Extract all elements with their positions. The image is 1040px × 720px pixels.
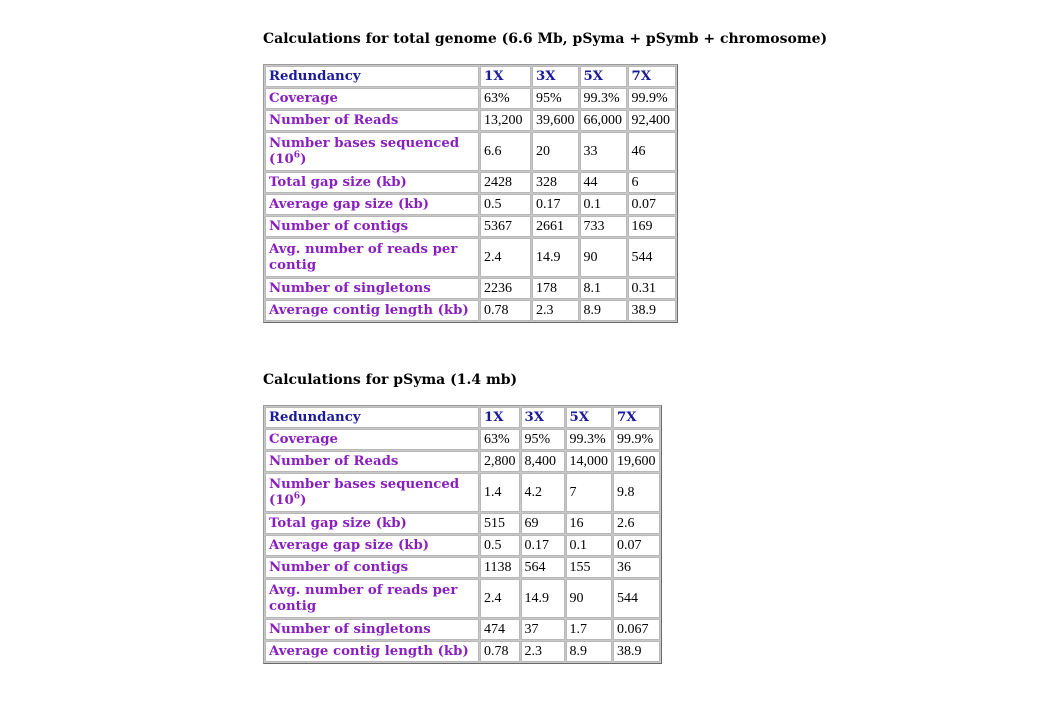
cell-value: 19,600 — [613, 451, 660, 472]
section-title-psyma: Calculations for pSyma (1.4 mb) — [263, 372, 518, 388]
cell-value: 90 — [580, 238, 627, 277]
table-header-row — [265, 66, 676, 87]
header-5x: 5X — [566, 407, 613, 428]
cell-value: 0.78 — [480, 300, 531, 321]
table-row — [265, 194, 676, 215]
cell-value: 0.1 — [566, 535, 613, 556]
cell-value: 5367 — [480, 216, 531, 237]
table-row — [265, 278, 676, 299]
row-label: Avg. number of reads per contig — [265, 579, 479, 618]
cell-value: 1.7 — [566, 619, 613, 640]
row-label: Average contig length (kb) — [265, 641, 479, 662]
cell-value: 8.9 — [566, 641, 613, 662]
cell-value: 13,200 — [480, 110, 531, 131]
section-title-total-genome: Calculations for total genome (6.6 Mb, pSyma + pSymb + chromosome) — [263, 31, 828, 47]
cell-value: 9.8 — [613, 473, 660, 512]
cell-value: 99.9% — [628, 88, 676, 109]
cell-value: 99.3% — [580, 88, 627, 109]
header-redundancy: Redundancy — [265, 66, 479, 87]
header-3x: 3X — [532, 66, 579, 87]
cell-value: 0.17 — [532, 194, 579, 215]
row-label: Number of Reads — [265, 110, 479, 131]
cell-value: 99.3% — [566, 429, 613, 450]
cell-value: 37 — [521, 619, 565, 640]
table-row — [265, 300, 676, 321]
cell-value: 0.1 — [580, 194, 627, 215]
cell-value: 328 — [532, 172, 579, 193]
table-header-row — [265, 407, 660, 428]
row-label: Coverage — [265, 88, 479, 109]
cell-value: 95% — [532, 88, 579, 109]
row-label: Number of singletons — [265, 278, 479, 299]
table-row — [265, 238, 676, 277]
table-row — [265, 473, 660, 512]
cell-value: 14.9 — [521, 579, 565, 618]
cell-value: 36 — [613, 557, 660, 578]
table-row — [265, 619, 660, 640]
cell-value: 46 — [628, 132, 676, 171]
cell-value: 2.4 — [480, 238, 531, 277]
cell-value: 2428 — [480, 172, 531, 193]
cell-value: 99.9% — [613, 429, 660, 450]
row-label-close: ) — [300, 493, 307, 508]
header-7x: 7X — [613, 407, 660, 428]
cell-value: 8,400 — [521, 451, 565, 472]
row-label: Avg. number of reads per contig — [265, 238, 479, 277]
cell-value: 6.6 — [480, 132, 531, 171]
cell-value: 7 — [566, 473, 613, 512]
row-label: Number of contigs — [265, 216, 479, 237]
cell-value: 39,600 — [532, 110, 579, 131]
row-label: Number of contigs — [265, 557, 479, 578]
cell-value: 63% — [480, 88, 531, 109]
row-label: Average gap size (kb) — [265, 535, 479, 556]
psyma-table — [263, 405, 662, 664]
row-label-superscript: 6 — [293, 150, 301, 161]
cell-value: 0.07 — [613, 535, 660, 556]
table-row — [265, 513, 660, 534]
cell-value: 69 — [521, 513, 565, 534]
cell-value: 2661 — [532, 216, 579, 237]
cell-value: 544 — [628, 238, 676, 277]
cell-value: 0.5 — [480, 535, 520, 556]
header-5x: 5X — [580, 66, 627, 87]
cell-value: 33 — [580, 132, 627, 171]
row-label: Coverage — [265, 429, 479, 450]
table-row — [265, 535, 660, 556]
cell-value: 38.9 — [628, 300, 676, 321]
table-row — [265, 451, 660, 472]
row-label: Total gap size (kb) — [265, 172, 479, 193]
table-row — [265, 641, 660, 662]
header-1x: 1X — [480, 407, 520, 428]
cell-value: 2.4 — [480, 579, 520, 618]
cell-value: 0.07 — [628, 194, 676, 215]
cell-value: 92,400 — [628, 110, 676, 131]
header-7x: 7X — [628, 66, 676, 87]
header-redundancy: Redundancy — [265, 407, 479, 428]
cell-value: 1138 — [480, 557, 520, 578]
table-row — [265, 557, 660, 578]
table-row — [265, 110, 676, 131]
cell-value: 4.2 — [521, 473, 565, 512]
cell-value: 8.1 — [580, 278, 627, 299]
row-label: Average gap size (kb) — [265, 194, 479, 215]
row-label: Average contig length (kb) — [265, 300, 479, 321]
header-3x: 3X — [521, 407, 565, 428]
cell-value: 14.9 — [532, 238, 579, 277]
cell-value: 515 — [480, 513, 520, 534]
cell-value: 544 — [613, 579, 660, 618]
cell-value: 0.78 — [480, 641, 520, 662]
row-label-text: Number bases sequenced (10 — [269, 477, 460, 508]
cell-value: 2236 — [480, 278, 531, 299]
row-label: Number of Reads — [265, 451, 479, 472]
row-label: Number of singletons — [265, 619, 479, 640]
total-genome-table — [263, 64, 678, 323]
cell-value: 564 — [521, 557, 565, 578]
cell-value: 16 — [566, 513, 613, 534]
table-row — [265, 88, 676, 109]
row-label-text: Number bases sequenced (10 — [269, 136, 460, 167]
row-label: Total gap size (kb) — [265, 513, 479, 534]
cell-value: 90 — [566, 579, 613, 618]
table-row — [265, 579, 660, 618]
header-1x: 1X — [480, 66, 531, 87]
table-row — [265, 172, 676, 193]
row-label — [265, 132, 479, 171]
cell-value: 2.3 — [532, 300, 579, 321]
cell-value: 63% — [480, 429, 520, 450]
cell-value: 733 — [580, 216, 627, 237]
cell-value: 6 — [628, 172, 676, 193]
cell-value: 44 — [580, 172, 627, 193]
cell-value: 169 — [628, 216, 676, 237]
cell-value: 0.067 — [613, 619, 660, 640]
row-label — [265, 473, 479, 512]
table-row — [265, 216, 676, 237]
cell-value: 66,000 — [580, 110, 627, 131]
cell-value: 0.5 — [480, 194, 531, 215]
cell-value: 178 — [532, 278, 579, 299]
cell-value: 474 — [480, 619, 520, 640]
cell-value: 14,000 — [566, 451, 613, 472]
cell-value: 8.9 — [580, 300, 627, 321]
table-row — [265, 132, 676, 171]
cell-value: 0.31 — [628, 278, 676, 299]
cell-value: 1.4 — [480, 473, 520, 512]
cell-value: 2.3 — [521, 641, 565, 662]
cell-value: 20 — [532, 132, 579, 171]
cell-value: 38.9 — [613, 641, 660, 662]
cell-value: 0.17 — [521, 535, 565, 556]
table-row — [265, 429, 660, 450]
cell-value: 2.6 — [613, 513, 660, 534]
row-label-superscript: 6 — [293, 491, 301, 502]
cell-value: 155 — [566, 557, 613, 578]
row-label-close: ) — [300, 152, 307, 167]
cell-value: 95% — [521, 429, 565, 450]
cell-value: 2,800 — [480, 451, 520, 472]
